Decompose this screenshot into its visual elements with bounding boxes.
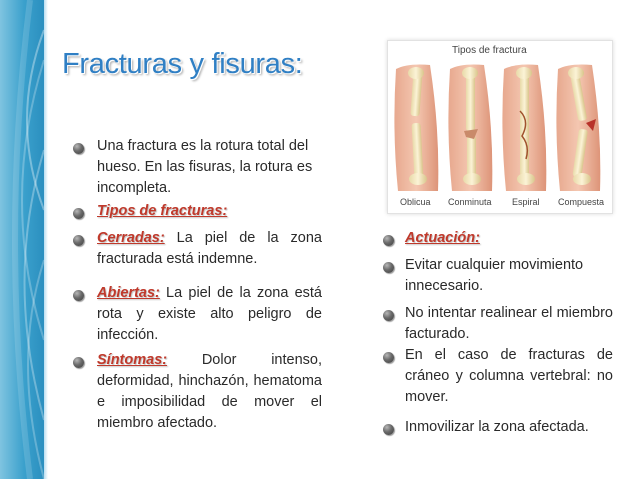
bullet-icon bbox=[383, 262, 394, 273]
bullet-icon bbox=[73, 357, 84, 368]
strip-edge bbox=[44, 0, 48, 479]
types-heading: Tipos de fracturas: bbox=[97, 203, 228, 219]
bullet-icon bbox=[73, 290, 84, 301]
bullet-icon bbox=[383, 235, 394, 246]
decorative-side-strip bbox=[0, 0, 44, 479]
figure-title: Tipos de fractura bbox=[452, 45, 527, 56]
slide-title: Fracturas y fisuras: bbox=[62, 48, 303, 80]
limb-oblique bbox=[394, 65, 438, 192]
bullet-icon bbox=[383, 310, 394, 321]
action-heading: Actuación: bbox=[405, 230, 480, 246]
figure-label-compound: Compuesta bbox=[558, 197, 605, 207]
action-item: En el caso de fracturas de cráneo y columna vertebral: no mover. bbox=[405, 347, 613, 405]
bullet-icon bbox=[383, 424, 394, 435]
open-fracture-item bbox=[97, 283, 322, 346]
closed-fracture-item bbox=[97, 228, 322, 270]
action-item: Evitar cualquier movimiento innecesario. bbox=[405, 257, 584, 294]
intro-paragraph: Una fractura es la rotura total del hueso. En las fisuras, la rotura es incompleta. bbox=[97, 138, 313, 196]
limb-comminuted bbox=[448, 65, 492, 192]
figure-label-spiral: Espiral bbox=[512, 197, 540, 207]
figure-label-comminuted: Conminuta bbox=[448, 197, 492, 207]
bullet-icon bbox=[73, 208, 84, 219]
bullet-icon bbox=[383, 352, 394, 363]
closed-text: La piel de la zona fracturada está indemne. bbox=[97, 230, 322, 267]
symptoms-item bbox=[97, 350, 322, 434]
limb-spiral bbox=[502, 65, 546, 192]
action-item: Inmovilizar la zona afectada. bbox=[405, 419, 589, 435]
figure-label-oblique: Oblicua bbox=[400, 197, 431, 207]
fracture-illustration bbox=[388, 41, 614, 215]
symptoms-text: Dolor intenso, deformidad, hinchazón, hematoma e imposibilidad de mover el miembro afectado. bbox=[97, 352, 322, 431]
open-label: Abiertas: bbox=[97, 285, 160, 301]
closed-label: Cerradas: bbox=[97, 230, 165, 246]
fracture-types-figure bbox=[387, 40, 613, 214]
bullet-icon bbox=[73, 235, 84, 246]
limb-compound bbox=[556, 65, 600, 192]
bullet-icon bbox=[73, 143, 84, 154]
open-text: La piel de la zona está rota y existe alto peligro de infección. bbox=[97, 285, 322, 343]
action-item: No intentar realinear el miembro facturado. bbox=[405, 305, 613, 342]
symptoms-label: Síntomas: bbox=[97, 352, 168, 368]
